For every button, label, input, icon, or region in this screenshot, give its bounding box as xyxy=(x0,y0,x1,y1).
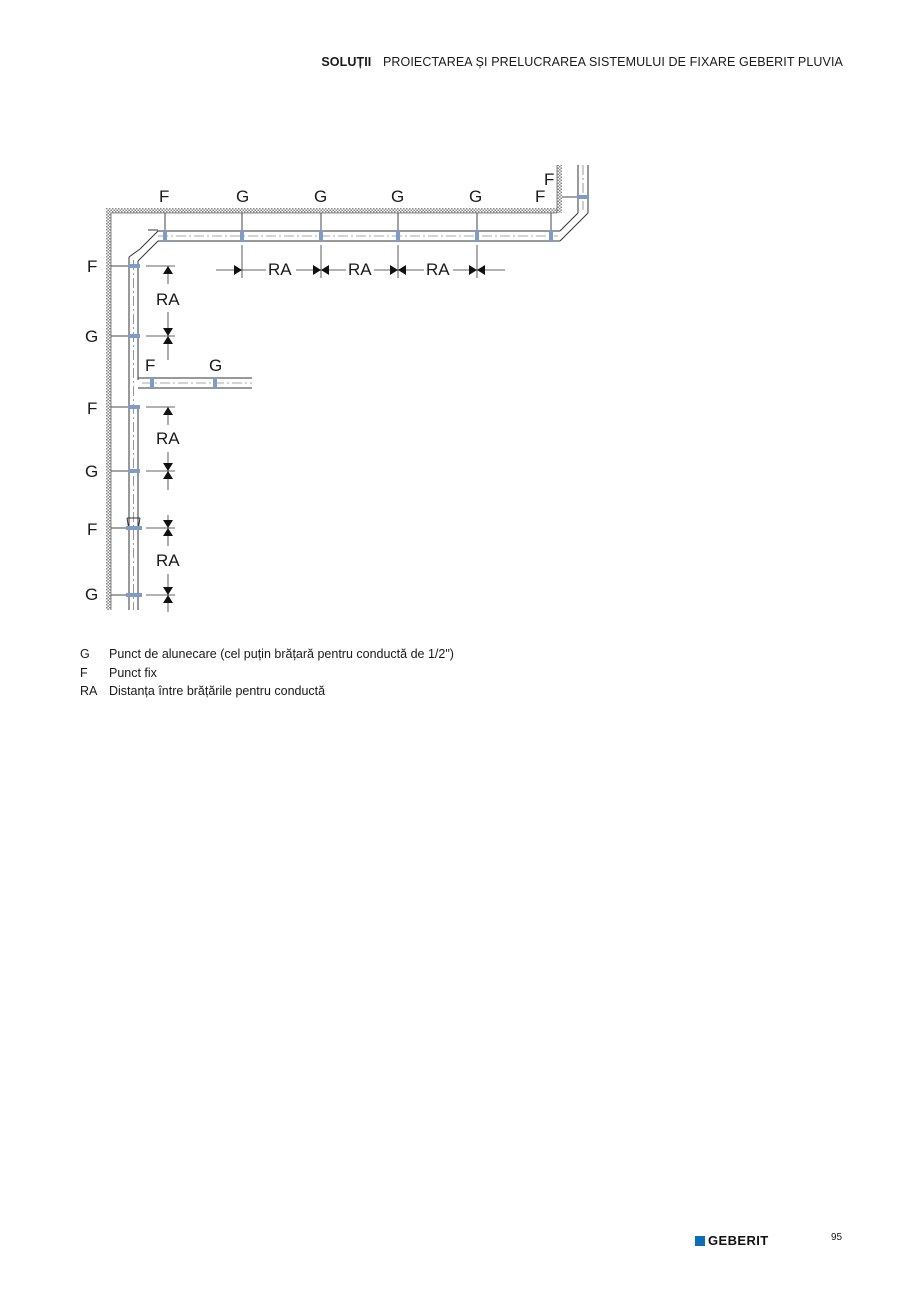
label-ra-h3: RA xyxy=(426,260,450,279)
label-top-g1: G xyxy=(236,187,250,206)
label-top-g4: G xyxy=(469,187,483,206)
label-left-g1: G xyxy=(85,327,99,346)
label-top-g3: G xyxy=(391,187,405,206)
fixing-diagram xyxy=(70,160,610,630)
label-top-g2: G xyxy=(314,187,328,206)
legend-symbol: RA xyxy=(80,684,98,699)
label-top-f3: F xyxy=(544,170,555,189)
logo-text: GEBERIT xyxy=(708,1233,769,1248)
label-top-f2: F xyxy=(535,187,546,206)
legend-symbol: F xyxy=(80,665,88,680)
legend-row-g xyxy=(80,645,454,664)
header-title: PROIECTAREA ȘI PRELUCRAREA SISTEMULUI DE FIXARE GEBERIT PLUVIA xyxy=(382,55,843,69)
label-ra-h1: RA xyxy=(268,260,292,279)
geberit-logo xyxy=(695,1233,769,1248)
label-left-g2: G xyxy=(85,462,99,481)
wall-right xyxy=(557,165,562,213)
label-ra-h2: RA xyxy=(348,260,372,279)
label-branch-f: F xyxy=(145,356,156,375)
label-left-f2: F xyxy=(87,399,98,418)
label-left-f3: F xyxy=(87,520,98,539)
legend-symbol: G xyxy=(80,647,90,662)
legend-text: Punct fix xyxy=(109,665,157,680)
legend-text: Distanța între brățările pentru conductă xyxy=(109,684,326,699)
label-left-g3: G xyxy=(85,585,99,604)
label-branch-g: G xyxy=(209,356,223,375)
wall-ceiling xyxy=(106,208,560,213)
legend-text: Punct de alunecare (cel puțin brățară pentru conductă de 1/2") xyxy=(109,647,454,662)
label-left-f1: F xyxy=(87,257,98,276)
legend-row-ra xyxy=(80,682,454,701)
label-ra-v2: RA xyxy=(156,429,180,448)
label-ra-v3: RA xyxy=(156,551,180,570)
page-number: 95 xyxy=(831,1232,843,1243)
header-section: SOLUȚII xyxy=(321,55,372,69)
label-ra-v1: RA xyxy=(156,290,180,309)
vertical-pipe xyxy=(127,260,252,610)
logo-square-icon xyxy=(695,1236,705,1246)
legend-row-f xyxy=(80,664,454,683)
wall-left xyxy=(106,208,111,610)
label-top-f1: F xyxy=(159,187,170,206)
page-header xyxy=(321,55,843,69)
horizontal-pipe xyxy=(129,165,588,265)
ceiling-clamps xyxy=(163,195,589,242)
legend xyxy=(80,645,454,701)
diagram-drawing xyxy=(70,160,610,630)
